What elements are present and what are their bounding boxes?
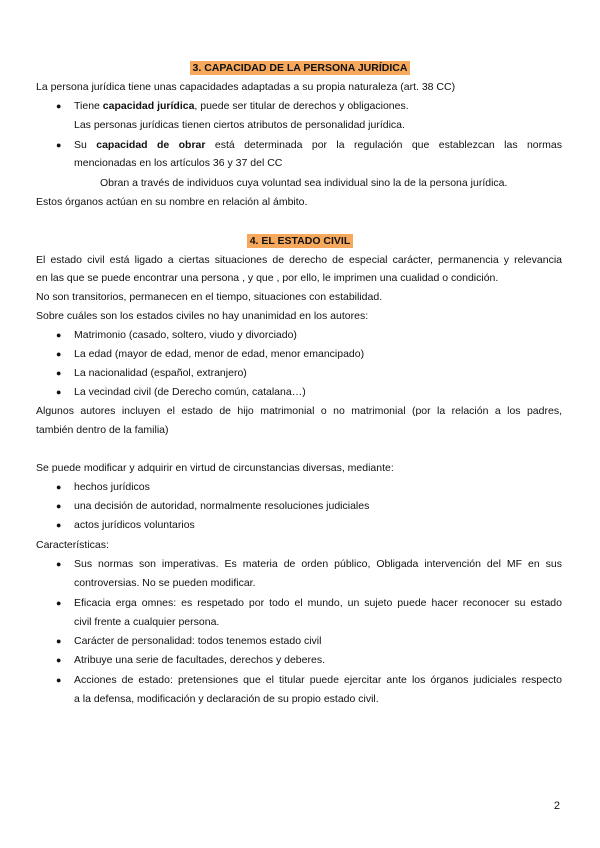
bold-term: capacidad de obrar — [96, 139, 206, 151]
bullet-icon: ● — [56, 349, 62, 359]
hijo-paragraph-line-1: Algunos autores incluyen el estado de hijo matrimonial o no matrimonial (por la relación a los padres, — [36, 405, 562, 417]
text: Su — [74, 139, 97, 151]
bullet-icon: ● — [56, 368, 62, 378]
list-item: La vecindad civil (de Derecho común, catalana…) — [74, 386, 306, 398]
section-3-intro: La persona jurídica tiene unas capacidades adaptadas a su propia naturaleza (art. 38 CC) — [36, 81, 456, 93]
estado-civil-paragraph-line-1: El estado civil está ligado a ciertas situaciones de derecho de especial carácter, permanencia y relevancia — [36, 254, 562, 266]
capacidad-juridica-item — [74, 100, 409, 113]
list-item: una decisión de autoridad, normalmente resoluciones judiciales — [74, 500, 370, 512]
bullet-icon: ● — [56, 559, 62, 569]
list-item: hechos jurídicos — [74, 481, 150, 493]
text: , puede ser titular de derechos y obligaciones. — [194, 100, 409, 112]
bullet-icon: ● — [56, 387, 62, 397]
capacidad-juridica-detail: Las personas jurídicas tienen ciertos atributos de personalidad jurídica. — [74, 119, 405, 131]
hijo-paragraph-line-2: también dentro de la familia) — [36, 424, 169, 436]
list-item: Acciones de estado: pretensiones que el titular puede ejercitar ante los órganos judiciales respecto — [74, 674, 562, 686]
estabilidad-paragraph: No son transitorios, permanecen en el tiempo, situaciones con estabilidad. — [36, 291, 383, 303]
section-4-heading — [0, 235, 600, 247]
bullet-icon: ● — [56, 636, 62, 646]
capacidad-obrar-continuation: mencionadas en los artículos 36 y 37 del CC — [74, 157, 283, 169]
bullet-icon: ● — [56, 501, 62, 511]
bullet-icon: ● — [56, 520, 62, 530]
list-item: actos jurídicos voluntarios — [74, 519, 195, 531]
list-item-continuation: a la defensa, modificación y declaración de su propio estado civil. — [74, 693, 379, 705]
estados-intro: Sobre cuáles son los estados civiles no hay unanimidad en los autores: — [36, 310, 369, 322]
bullet-icon: ● — [56, 140, 62, 150]
bullet-icon: ● — [56, 482, 62, 492]
list-item: Matrimonio (casado, soltero, viudo y divorciado) — [74, 329, 297, 341]
list-item-continuation: civil frente a cualquier persona. — [74, 616, 220, 628]
section-3-title: 3. CAPACIDAD DE LA PERSONA JURÍDICA — [190, 61, 411, 75]
bullet-icon: ● — [56, 655, 62, 665]
capacidad-obrar-item — [74, 139, 562, 152]
list-item-continuation: controversias. No se pueden modificar. — [74, 577, 256, 589]
text: Tiene — [74, 100, 103, 112]
section-3-closing: Estos órganos actúan en su nombre en relación al ámbito. — [36, 196, 308, 208]
section-4-title: 4. EL ESTADO CIVIL — [247, 234, 354, 248]
bullet-icon: ● — [56, 598, 62, 608]
list-item: Sus normas son imperativas. Es materia de orden público, Obligada intervención del MF en sus — [74, 558, 562, 570]
capacidad-obrar-detail: Obran a través de individuos cuya voluntad sea individual sino la de la persona jurídica. — [100, 177, 508, 189]
list-item: Eficacia erga omnes: es respetado por todo el mundo, un sujeto puede hacer reconocer su estado — [74, 597, 562, 609]
modificar-intro: Se puede modificar y adquirir en virtud de circunstancias diversas, mediante: — [36, 462, 394, 474]
bullet-icon: ● — [56, 675, 62, 685]
list-item: Atribuye una serie de facultades, derechos y deberes. — [74, 654, 325, 666]
section-3-heading — [0, 62, 600, 74]
list-item: Carácter de personalidad: todos tenemos estado civil — [74, 635, 322, 647]
text: está determinada por la regulación que establezcan las normas — [205, 139, 562, 151]
bold-term: capacidad jurídica — [102, 100, 195, 112]
list-item: La nacionalidad (español, extranjero) — [74, 367, 247, 379]
bullet-icon: ● — [56, 330, 62, 340]
caracteristicas-label: Características: — [36, 539, 109, 551]
list-item: La edad (mayor de edad, menor de edad, menor emancipado) — [74, 348, 365, 360]
estado-civil-paragraph-line-2: en las que se puede encontrar una persona , y que , por ello, le imprimen una cualidad o condición. — [36, 272, 499, 284]
bullet-icon: ● — [56, 101, 62, 111]
page-number: 2 — [553, 800, 560, 812]
